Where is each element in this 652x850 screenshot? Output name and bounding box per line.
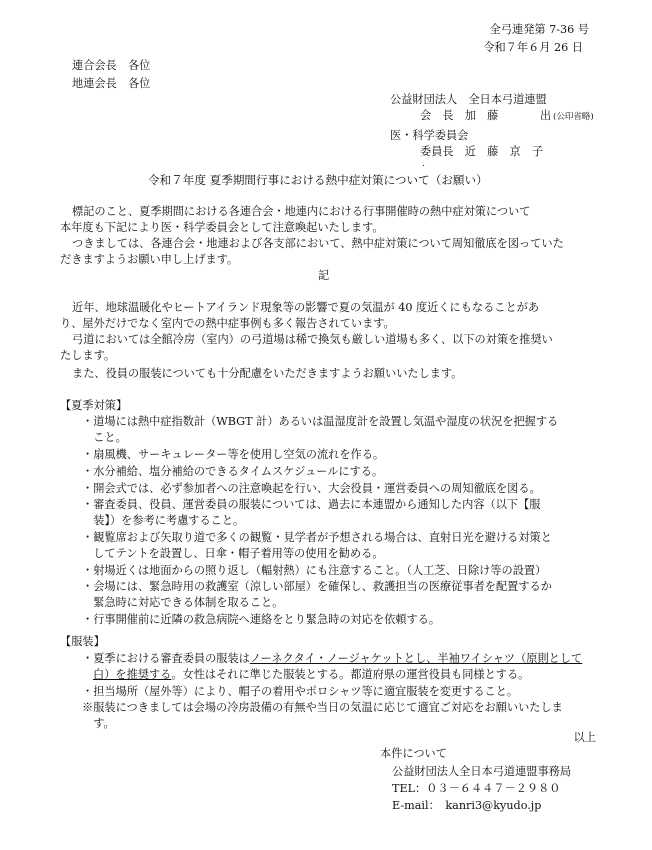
sender-title: 会 長 加 藤 bbox=[420, 109, 499, 122]
summer-item: ・道場には熱中症指数計（WBGT 計）あるいは温湿度計を設置し気温や湿度の状況を把握する bbox=[82, 415, 559, 428]
summer-item: 装】）を参考に考慮すること。 bbox=[82, 514, 245, 527]
ki-mark: 記 bbox=[318, 269, 330, 282]
summer-item: してテントを設置し、日傘・帽子着用等の使用を勧める。 bbox=[82, 547, 384, 560]
clothing-line-1-pre: ・夏季における審査委員の服装は bbox=[82, 652, 250, 665]
contact-email: E-mail： kanri3@kyudo.jp bbox=[392, 799, 542, 812]
clothing-line-2-underlined: 白）を推奨する bbox=[93, 668, 172, 681]
sender-seal: 出 bbox=[540, 109, 552, 122]
intro-line-3: つきましては、各連合会・地連および各支部において、熱中症対策について周知徹底を図っていた bbox=[72, 237, 564, 250]
clothing-line-2 bbox=[93, 667, 529, 683]
recipient-1: 連合会長 各位 bbox=[72, 59, 151, 72]
sender-org: 公益財団法人 全日本弓道連盟 bbox=[390, 93, 547, 106]
summer-item: ・扇風機、サーキュレーター等を使用し空気の流れを作る。 bbox=[82, 448, 385, 461]
committee-chair: 委員長 近 藤 京 子 bbox=[420, 145, 544, 158]
clothing-line-5: す。 bbox=[82, 717, 115, 730]
summer-item: ・行事開催前に近隣の救急病院へ連絡をとり緊急時の対応を依頼する。 bbox=[82, 613, 441, 626]
ijo-closing: 以上 bbox=[573, 731, 596, 744]
summer-item: ・観覧席および矢取り道で多くの観覧・見学者が予想される場合は、直射日光を避ける対策と bbox=[82, 531, 552, 544]
contact-office: 公益財団法人全日本弓道連盟事務局 bbox=[392, 765, 572, 778]
summer-item: ・水分補給、塩分補給のできるタイムスケジュールにする。 bbox=[82, 465, 384, 478]
doc-date: 令和７年６月 26 日 bbox=[483, 41, 583, 54]
summer-item: ・開会式では、必ず参加者への注意喚起を行い、大会役員・運営委員への周知徹底を図る。 bbox=[82, 482, 541, 495]
recipient-2: 地連会長 各位 bbox=[72, 77, 151, 90]
committee-name: 医・科学委員会 bbox=[390, 129, 469, 142]
contact-tel: TEL：０３－６４４７－２９８０ bbox=[392, 782, 561, 795]
clothing-heading: 【服装】 bbox=[60, 635, 105, 648]
body-line-1: 近年、地球温暖化やヒートアイランド現象等の影響で夏の気温が 40 度近くにもなることがあ bbox=[72, 301, 540, 314]
intro-line-4: だきますようお願い申し上げます。 bbox=[60, 253, 239, 266]
clothing-line-2-post: 。女性はそれに準じた服装とする。都道府県の運営役員も同様とする。 bbox=[171, 668, 530, 681]
body-line-3: 弓道においては全館冷房（室内）の弓道場は稀で換気も厳しい道場も多く、以下の対策を推奨い bbox=[72, 333, 553, 346]
summer-item: ・審査委員、役員、運営委員の服装については、過去に本連盟から通知した内容（以下【服 bbox=[82, 498, 541, 511]
intro-line-1: 標記のこと、夏季期間における各連合会・地連内における行事開催時の熱中症対策について bbox=[72, 205, 531, 218]
clothing-line-1-underlined: ノーネクタイ・ノージャケットとし、半袖ワイシャツ（原則として bbox=[249, 652, 583, 665]
contact-label: 本件について bbox=[380, 747, 447, 760]
document-title: 令和７年度 夏季期間行事における熱中症対策について（お願い） bbox=[148, 173, 488, 187]
body-line-5: また、役員の服装についても十分配慮をいただきますようお願いいたします。 bbox=[72, 367, 463, 380]
dot-mark: . bbox=[422, 159, 425, 169]
summer-item: ・射場近くは地面からの照り返し（輻射熱）にも注意すること。（人工芝、日除け等の設置） bbox=[82, 564, 547, 577]
summer-heading: 【夏季対策】 bbox=[60, 399, 128, 412]
summer-item: 緊急時に対応できる体制を取ること。 bbox=[82, 596, 284, 609]
clothing-line-4: ※服装につきましては会場の冷房設備の有無や当日の気温に応じて適宜ご対応をお願いいたしま bbox=[82, 701, 563, 714]
seal-note: (公印省略) bbox=[553, 112, 594, 122]
clothing-line-1 bbox=[82, 651, 582, 667]
body-line-4: たします。 bbox=[60, 349, 116, 362]
intro-line-2: 本年度も下記により医・科学委員会として注意喚起いたします。 bbox=[60, 221, 384, 234]
body-line-2: り、屋外だけでなく室内での熱中症事例も多く報告されています。 bbox=[60, 317, 395, 330]
summer-item: ・会場には、緊急時用の救護室（涼しい部屋）を確保し、救護担当の医療従事者を配置するか bbox=[82, 580, 552, 593]
doc-number: 全弓連発第 7-36 号 bbox=[489, 23, 589, 36]
clothing-line-3: ・担当場所（屋外等）により、帽子の着用やポロシャツ等に適宜服装を変更すること。 bbox=[82, 685, 519, 698]
summer-item: こと。 bbox=[82, 431, 127, 444]
